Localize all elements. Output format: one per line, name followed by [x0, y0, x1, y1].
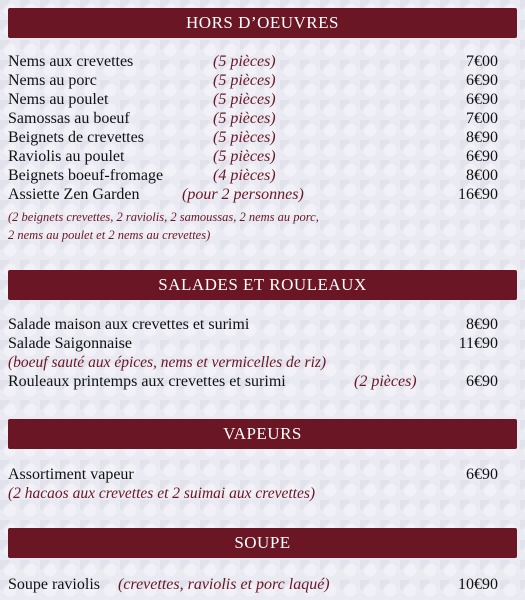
item-name: Beignets boeuf-fromage: [8, 167, 164, 184]
section-header-salades-et-rouleaux: [8, 270, 517, 300]
item-price: 7€00: [466, 53, 498, 70]
item-quantity: (5 pièces): [213, 53, 276, 70]
item-price: 6€90: [466, 373, 498, 390]
item-name: Raviolis au poulet: [8, 148, 125, 165]
item-quantity: (5 pièces): [213, 129, 276, 146]
section-header-vapeurs: [8, 419, 517, 449]
item-name: Samossas au boeuf: [8, 110, 130, 127]
section-title: HORS D’OEUVRES: [186, 13, 339, 32]
section-header-hors-doeuvres: [8, 8, 517, 38]
item-price: 8€90: [466, 129, 498, 146]
section-title: SOUPE: [234, 533, 291, 552]
item-quantity: (5 pièces): [213, 110, 276, 127]
section-header-soupe: [8, 528, 517, 558]
item-price: 6€90: [466, 91, 498, 108]
item-quantity: (5 pièces): [213, 148, 276, 165]
item-name: Rouleaux printemps aux crevettes et surimi: [8, 373, 286, 390]
item-price: 8€90: [466, 316, 498, 333]
item-quantity: (pour 2 personnes): [182, 186, 304, 203]
item-description: (boeuf sauté aux épices, nems et vermicelles de riz): [8, 354, 327, 371]
item-quantity: (5 pièces): [213, 91, 276, 108]
item-name: Nems au porc: [8, 72, 97, 89]
item-description: (2 beignets crevettes, 2 raviolis, 2 samoussas, 2 nems au porc,: [8, 210, 319, 224]
item-price: 11€90: [458, 335, 498, 352]
item-quantity: (2 pièces): [354, 373, 417, 390]
item-price: 6€90: [466, 72, 498, 89]
section-title: SALADES ET ROULEAUX: [158, 275, 367, 294]
item-price: 8€00: [466, 167, 498, 184]
item-price: 7€00: [466, 110, 498, 127]
item-quantity: (5 pièces): [213, 72, 276, 89]
item-name: Soupe raviolis: [8, 576, 100, 593]
item-price: 10€90: [458, 576, 498, 593]
item-name: Assortiment vapeur: [8, 466, 134, 483]
item-name: Nems aux crevettes: [8, 53, 134, 70]
item-price: 16€90: [458, 186, 498, 203]
section-title: VAPEURS: [223, 424, 302, 443]
item-price: 6€90: [466, 148, 498, 165]
item-name: Nems au poulet: [8, 91, 109, 108]
item-name: Salade Saigonnaise: [8, 335, 132, 352]
item-quantity: (crevettes, raviolis et porc laqué): [118, 576, 330, 593]
item-name: Beignets de crevettes: [8, 129, 144, 146]
item-description: 2 nems au poulet et 2 nems au crevettes): [8, 228, 211, 242]
item-description: (2 hacaos aux crevettes et 2 suimai aux crevettes): [8, 485, 316, 502]
item-price: 6€90: [466, 466, 498, 483]
item-name: Assiette Zen Garden: [8, 186, 140, 203]
item-name: Salade maison aux crevettes et surimi: [8, 316, 250, 333]
item-quantity: (4 pièces): [213, 167, 276, 184]
